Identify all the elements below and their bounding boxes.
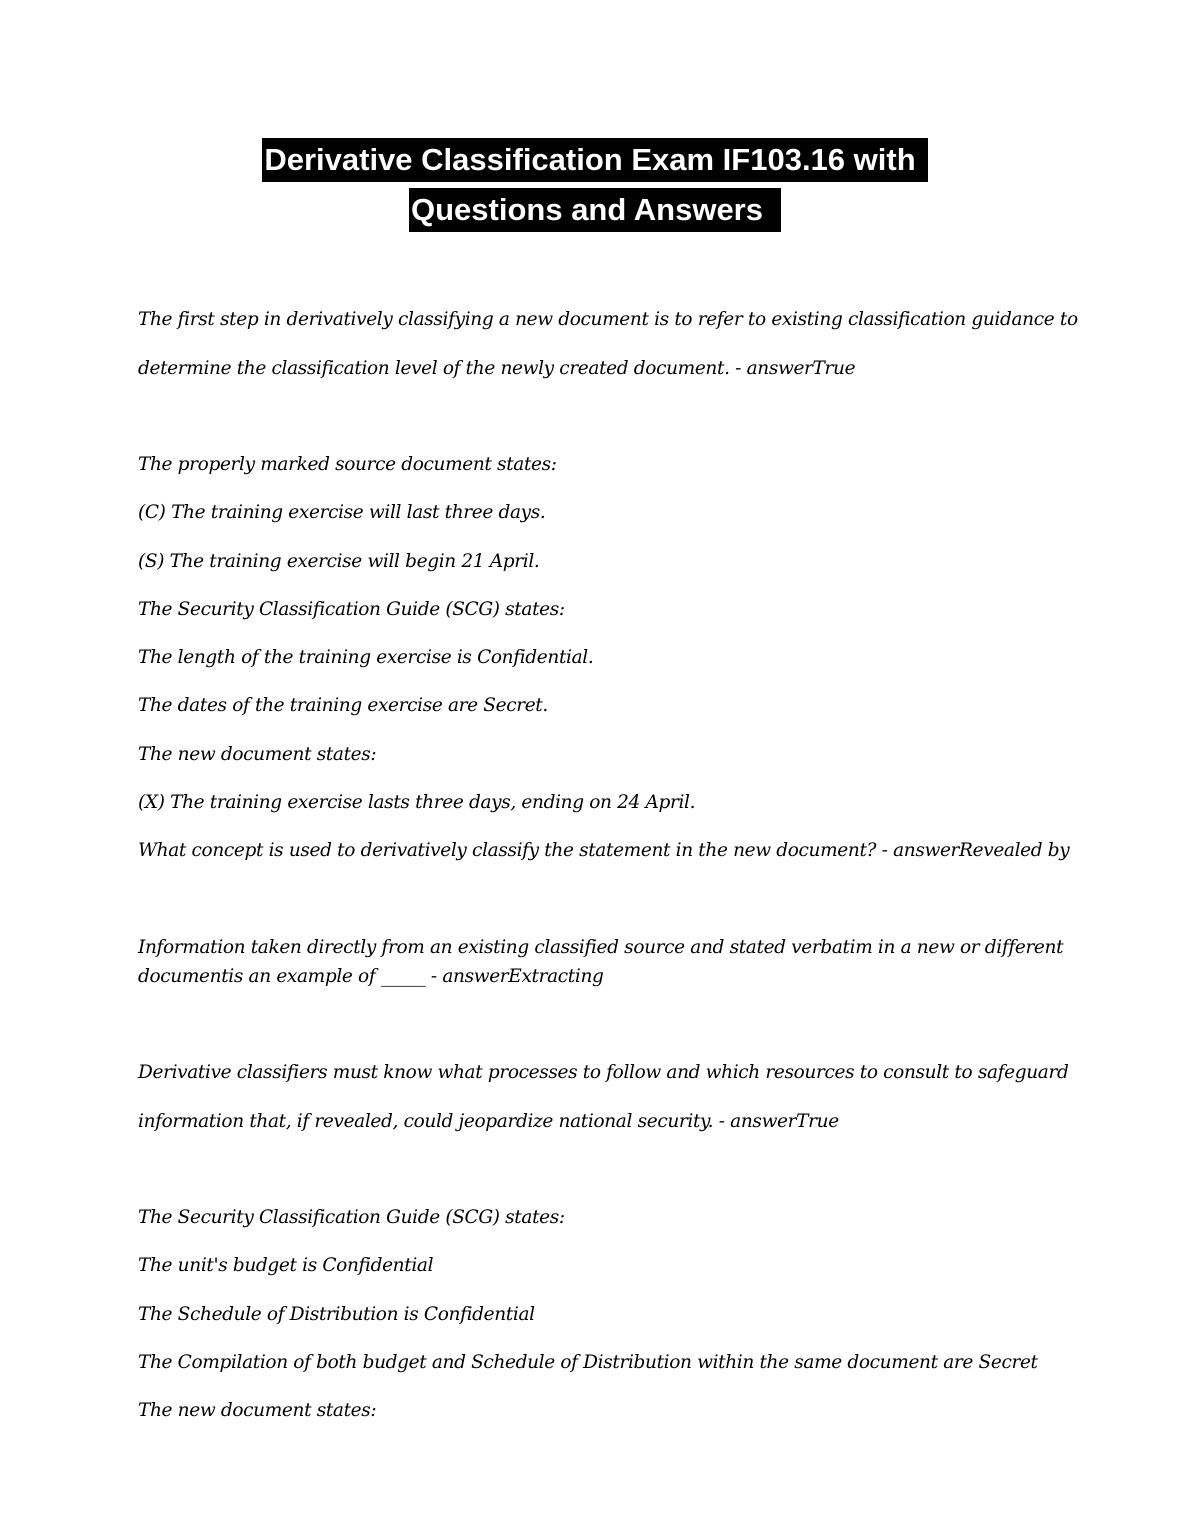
text-line: The dates of the training exercise are Secret.	[138, 695, 548, 716]
text-line: The first step in derivatively classifying a new document is to refer to existing classification guidance to	[138, 309, 1078, 330]
text-line: determine the classification level of the newly created document. - answerTrue	[138, 358, 856, 379]
text-line: Information taken directly from an existing classified source and stated verbatim in a new or different	[138, 937, 1064, 958]
text-line: The new document states:	[138, 744, 377, 765]
title-line-1: Derivative Classification Exam IF103.16 with	[262, 138, 927, 182]
text-line: information that, if revealed, could jeopardize national security. - answerTrue	[138, 1111, 839, 1132]
text-line: The unit's budget is Confidential	[138, 1255, 434, 1276]
text-line: (X) The training exercise lasts three days, ending on 24 April.	[138, 792, 696, 813]
text-line: The Compilation of both budget and Schedule of Distribution within the same document are Secret	[138, 1352, 1038, 1373]
text-line: (C) The training exercise will last three days.	[138, 502, 546, 523]
text-line: The Security Classification Guide (SCG) states:	[138, 1207, 565, 1228]
text-line: documentis an example of _____ - answerExtracting	[138, 966, 604, 987]
title-line-2: Questions and Answers	[409, 188, 781, 232]
text-line: The new document states:	[138, 1400, 377, 1421]
text-line: What concept is used to derivatively classify the statement in the new document? - answerRevealed by	[138, 840, 1070, 861]
text-line: (S) The training exercise will begin 21 April.	[138, 551, 540, 572]
text-line: The Schedule of Distribution is Confidential	[138, 1304, 535, 1325]
text-line: The Security Classification Guide (SCG) states:	[138, 599, 565, 620]
text-line: The length of the training exercise is Confidential.	[138, 647, 594, 668]
document-title	[0, 138, 1190, 232]
text-line: The properly marked source document states:	[138, 454, 557, 475]
text-line: Derivative classifiers must know what processes to follow and which resources to consult to safeguard	[138, 1062, 1069, 1083]
